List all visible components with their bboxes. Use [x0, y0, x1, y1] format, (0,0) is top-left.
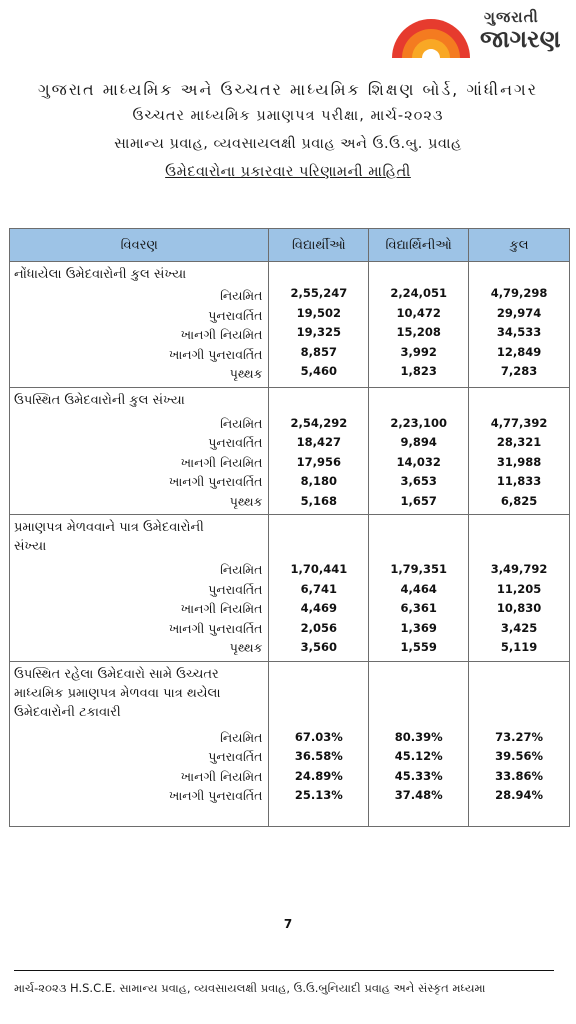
row-label: ખાનગી નિયમિત — [180, 327, 263, 342]
cell-boys: 2,54,292 — [290, 415, 348, 430]
cell-boys: 5,460 — [300, 364, 338, 378]
cell-total: 6,825 — [500, 493, 538, 508]
cell-total: 34,533 — [496, 325, 542, 339]
cell-girls: 6,361 — [400, 601, 437, 615]
document-heading — [0, 80, 576, 192]
row-label: ખાનગી પુનરાવર્તિત — [168, 474, 263, 489]
row-label: ખાનગી નિયમિત — [180, 454, 263, 470]
total-column — [469, 515, 570, 662]
section-title: ઉપસ્થિત ઉમેદવારોની કુલ સંખ્યા — [14, 392, 185, 408]
cell-boys: 17,956 — [296, 454, 342, 469]
total-column — [469, 387, 570, 515]
cell-boys: 36.58% — [294, 749, 343, 763]
table-section — [10, 262, 570, 388]
total-column — [469, 262, 570, 388]
cell-girls: 80.39% — [394, 729, 443, 744]
cell-total: 11,833 — [496, 474, 542, 488]
row-label: પુનરાવર્તિત — [208, 307, 263, 323]
section-title: ઉપસ્થિત રહેલા ઉમેદવારો સામે ઉચ્ચતર માધ્યમિક પ્રમાણપત્ર મેળવવા પાત્ર થયેલા ઉમેદવારોની ટકાવારી — [14, 666, 221, 720]
cell-girls: 1,657 — [400, 493, 437, 508]
section-labels — [10, 387, 269, 515]
footer-divider — [14, 970, 554, 971]
row-label: નિયમિત — [220, 562, 263, 577]
cell-girls: 1,369 — [400, 620, 437, 635]
boys-column — [269, 515, 369, 662]
row-label: નિયમિત — [220, 415, 263, 431]
section-title: નોંધાયેલા ઉમેદવારોની કુલ સંખ્યા — [14, 267, 187, 282]
cell-total: 3,425 — [500, 620, 538, 635]
cell-girls: 10,472 — [396, 305, 441, 320]
row-label: પૃથ્થક — [229, 366, 263, 381]
cell-total: 33.86% — [495, 768, 544, 783]
footer-text: માર્ચ-૨૦૨૩ H.S.C.E. સામાન્ય પ્રવાહ, વ્યવસાયલક્ષી પ્રવાહ, ઉ.ઉ.બુનિયાદી પ્રવાહ અને સંસ્કૃત મધ્યમા — [14, 981, 486, 995]
cell-boys: 18,427 — [296, 435, 342, 449]
row-label: ખાનગી પુનરાવર્તિત — [168, 788, 263, 803]
cell-girls: 3,653 — [400, 474, 437, 488]
girls-column — [369, 262, 469, 388]
page-number: 7 — [283, 917, 293, 931]
row-label: નિયમિત — [220, 288, 263, 303]
boys-column — [269, 262, 369, 388]
cell-total: 39.56% — [495, 749, 544, 763]
cell-boys: 5,168 — [300, 493, 338, 508]
header-boys: વિદ્યાર્થીઓ — [269, 229, 369, 262]
cell-girls: 9,894 — [400, 435, 437, 449]
cell-boys: 1,70,441 — [290, 562, 348, 576]
cell-girls: 4,464 — [400, 581, 437, 596]
total-column — [469, 661, 570, 826]
brand-logo — [388, 6, 570, 58]
section-title: પ્રમાણપત્ર મેળવવાને પાત્ર ઉમેદવારોની સંખ્યા — [14, 520, 204, 554]
cell-boys: 8,857 — [300, 344, 338, 359]
girls-column — [369, 515, 469, 662]
logo-title: જાગરણ — [480, 25, 561, 53]
row-label: પૃથ્થક — [229, 493, 263, 509]
cell-total: 10,830 — [496, 601, 542, 615]
cell-girls: 45.33% — [394, 768, 443, 783]
girls-column — [369, 661, 469, 826]
row-label: ખાનગી પુનરાવર્તિત — [168, 346, 263, 362]
cell-total: 73.27% — [495, 729, 544, 744]
cell-total: 28,321 — [496, 435, 542, 449]
boys-column — [269, 661, 369, 826]
header-total: કુલ — [469, 229, 570, 262]
cell-girls: 2,24,051 — [390, 286, 448, 300]
cell-boys: 19,325 — [296, 325, 342, 339]
row-label: પુનરાવર્તિત — [208, 581, 263, 597]
cell-boys: 25.13% — [294, 788, 343, 802]
report-title: ઉમેદવારોના પ્રકારવાર પરિણામની માહિતી — [165, 164, 411, 180]
cell-total: 7,283 — [500, 364, 538, 378]
cell-girls: 45.12% — [394, 749, 443, 763]
cell-boys: 6,741 — [300, 581, 338, 596]
cell-total: 3,49,792 — [490, 562, 548, 576]
row-label: ખાનગી પુનરાવર્તિત — [168, 620, 263, 636]
cell-boys: 67.03% — [294, 729, 343, 744]
cell-total: 12,849 — [496, 344, 542, 359]
header-description: વિવરણ — [10, 229, 269, 262]
section-labels — [10, 515, 269, 662]
cell-boys: 3,560 — [300, 640, 338, 654]
cell-girls: 14,032 — [396, 454, 441, 469]
table-section — [10, 387, 570, 515]
cell-total: 29,974 — [496, 305, 542, 320]
table-section — [10, 515, 570, 662]
cell-girls: 2,23,100 — [390, 415, 448, 430]
section-labels — [10, 262, 269, 388]
row-label: નિયમિત — [220, 729, 263, 745]
cell-boys: 19,502 — [296, 305, 342, 320]
logo-subtitle: ગુજરાતી — [484, 8, 539, 26]
cell-girls: 1,823 — [400, 364, 437, 378]
row-label: પૃથ્થક — [229, 640, 263, 655]
row-label: ખાનગી નિયમિત — [180, 768, 263, 784]
cell-total: 11,205 — [496, 581, 542, 596]
cell-boys: 2,056 — [300, 620, 338, 635]
row-label: ખાનગી નિયમિત — [180, 601, 263, 616]
board-title: ગુજરાત માધ્યમિક અને ઉચ્ચતર માધ્યમિક શિક્ષણ બોર્ડ, ગાંધીનગર — [38, 80, 538, 99]
table-header-row — [10, 229, 570, 262]
cell-boys: 2,55,247 — [290, 286, 348, 300]
cell-total: 31,988 — [496, 454, 542, 469]
cell-girls: 1,559 — [400, 640, 437, 654]
cell-girls: 1,79,351 — [390, 562, 448, 576]
girls-column — [369, 387, 469, 515]
boys-column — [269, 387, 369, 515]
row-label: પુનરાવર્તિત — [208, 435, 263, 450]
table-section — [10, 661, 570, 826]
cell-boys: 24.89% — [294, 768, 343, 783]
exam-title: ઉચ્ચતર માધ્યમિક પ્રમાણપત્ર પરીક્ષા, માર્ચ-૨૦૨૩ — [132, 108, 444, 124]
section-labels — [10, 661, 269, 826]
stream-title: સામાન્ય પ્રવાહ, વ્યવસાયલક્ષી પ્રવાહ અને ઉ.ઉ.બુ. પ્રવાહ — [114, 136, 462, 152]
results-table — [9, 228, 570, 827]
cell-total: 5,119 — [500, 640, 538, 654]
cell-boys: 4,469 — [300, 601, 338, 615]
cell-girls: 37.48% — [394, 788, 443, 802]
row-label: પુનરાવર્તિત — [208, 749, 263, 764]
sun-logo-icon — [388, 10, 474, 58]
cell-girls: 3,992 — [400, 344, 437, 359]
cell-total: 28.94% — [495, 788, 544, 802]
header-girls: વિદ્યાર્થિનીઓ — [369, 229, 469, 262]
cell-total: 4,79,298 — [490, 286, 548, 300]
cell-girls: 15,208 — [396, 325, 441, 339]
cell-total: 4,77,392 — [490, 415, 548, 430]
cell-boys: 8,180 — [300, 474, 338, 488]
